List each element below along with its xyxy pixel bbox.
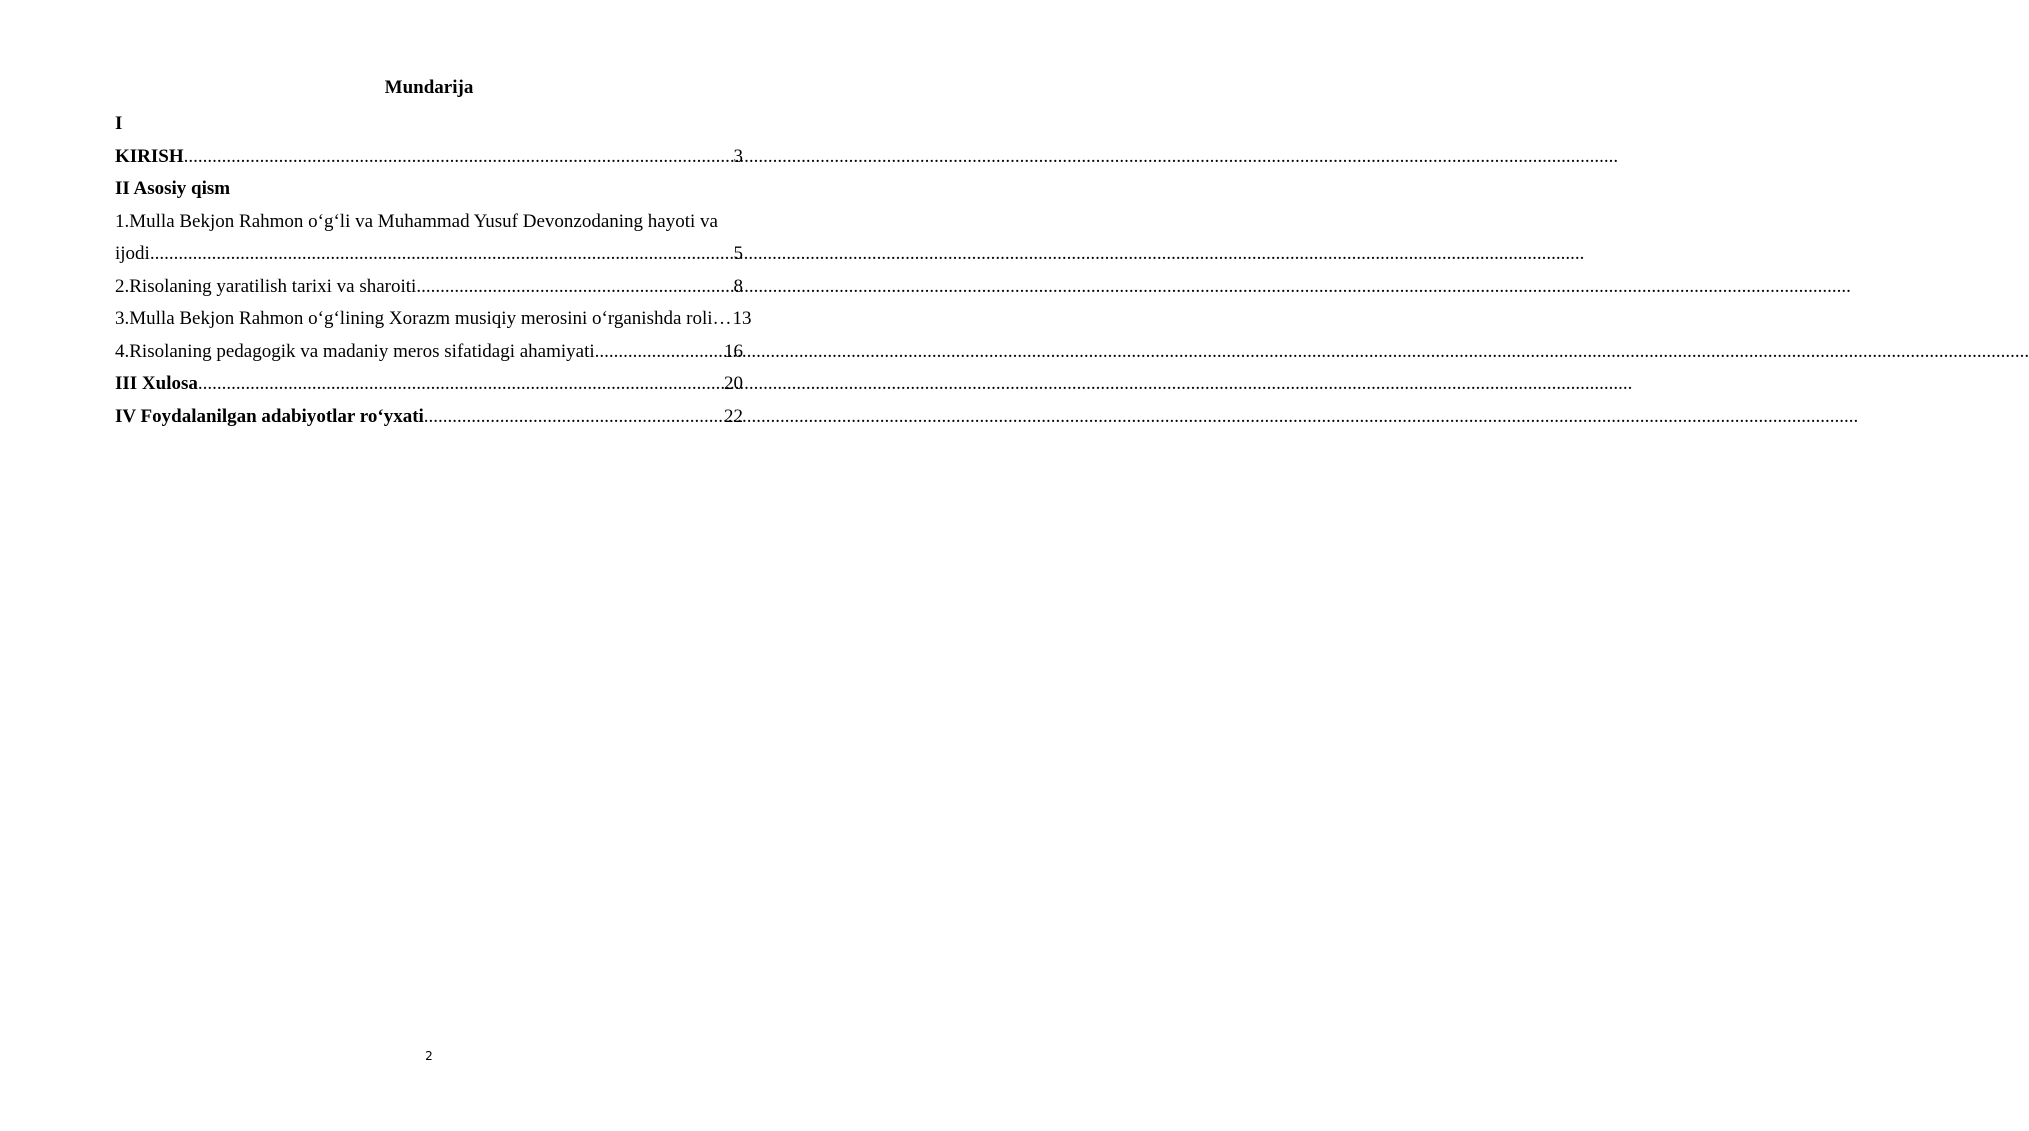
toc-entry-page: 5	[733, 243, 743, 264]
toc-entry-label: 3.Mulla Bekjon Rahmon o‘g‘lining Xorazm musiqiy merosini o‘rganishda roli…	[115, 308, 732, 329]
toc-entry-adabiyotlar[interactable]	[115, 401, 743, 434]
toc-entry-1-line2[interactable]	[115, 238, 743, 271]
toc-entry-2[interactable]	[115, 271, 743, 304]
dot-leader	[424, 401, 723, 434]
table-of-contents	[115, 108, 752, 433]
toc-entry-page: 22	[724, 405, 743, 427]
toc-entry-label: 4.Risolaning pedagogik va madaniy meros sifatidagi ahamiyati	[115, 340, 595, 362]
toc-entry-label: ijodi	[115, 243, 150, 264]
dot-leader	[416, 271, 732, 304]
toc-entry-page: 13	[732, 308, 752, 329]
dot-leader	[595, 336, 723, 369]
dot-leader	[198, 368, 723, 401]
toc-entry-page: 16	[724, 340, 743, 362]
dot-leader	[184, 141, 733, 174]
dot-leader	[150, 238, 733, 271]
toc-entry-page: 8	[733, 275, 743, 297]
toc-entry-kirish[interactable]	[115, 141, 743, 174]
toc-entry-3[interactable]	[115, 303, 752, 336]
toc-section-ii-heading: II Asosiy qism	[115, 178, 231, 199]
toc-entry-page: 3	[733, 145, 743, 167]
toc-entry-4[interactable]	[115, 336, 743, 369]
document-page	[0, 0, 800, 1131]
toc-entry-label: III Xulosa	[115, 373, 198, 394]
toc-entry-label: KIRISH	[115, 145, 184, 167]
toc-title: Mundarija	[384, 77, 474, 98]
toc-entry-label: 2.Risolaning yaratilish tarixi va sharoiti	[115, 275, 417, 297]
toc-section-i: I	[115, 113, 123, 134]
toc-entry-xulosa[interactable]	[115, 368, 743, 401]
toc-entry-page: 20	[724, 373, 743, 394]
page-number: 2	[425, 1049, 433, 1063]
toc-entry-label: IV Foydalanilgan adabiyotlar ro‘yxati	[115, 405, 424, 427]
toc-entry-1-line1[interactable]: 1.Mulla Bekjon Rahmon o‘g‘li va Muhammad Yusuf Devonzodaning hayoti va	[115, 210, 718, 232]
